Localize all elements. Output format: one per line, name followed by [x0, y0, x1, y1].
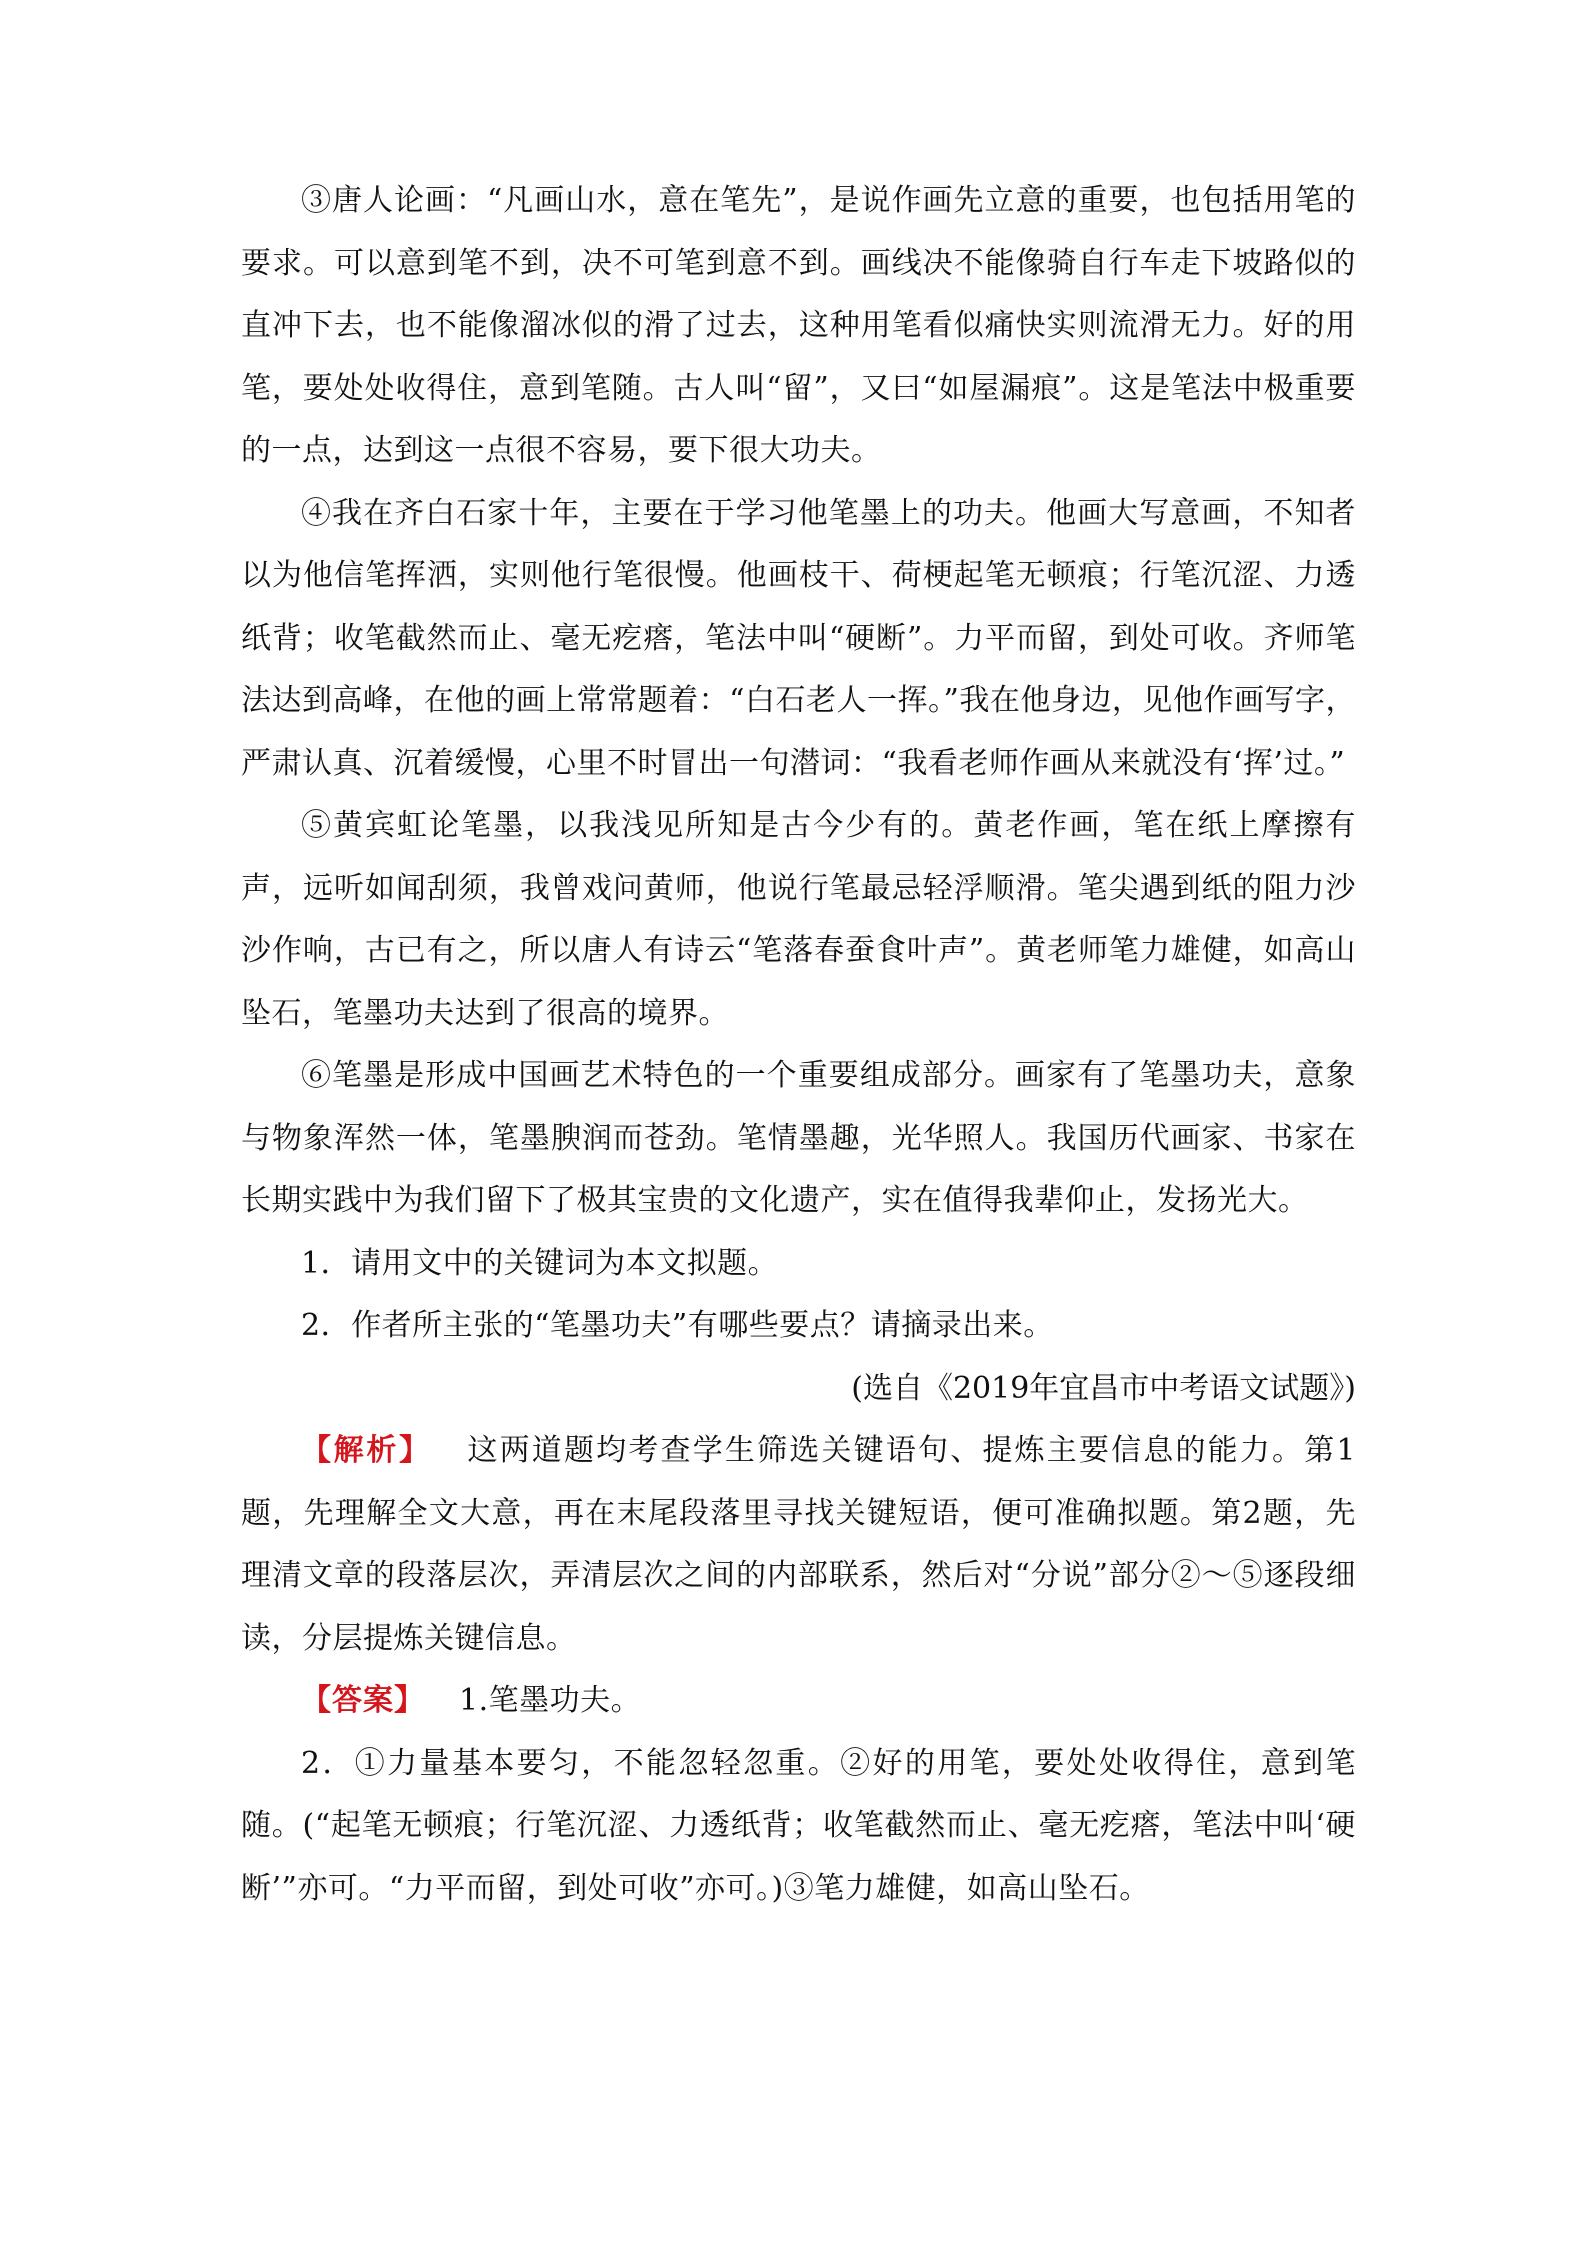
analysis-tag: 【解析】: [301, 1433, 432, 1468]
paragraph-6: ⑥笔墨是形成中国画艺术特色的一个重要组成部分。画家有了笔墨功夫，意象与物象浑然一体，笔墨腴润而苍劲。笔情墨趣，光华照人。我国历代画家、书家在长期实践中为我们留下了极其宝贵的文化遗产，实在值得我辈仰止，发扬光大。: [241, 1058, 1356, 1218]
answer-2: 2．①力量基本要匀，不能忽轻忽重。②好的用笔，要处处收得住，意到笔随。(“起笔无顿痕；行笔沉涩、力透纸背；收笔截然而止、毫无疙瘩，笔法中叫‘硬断’”亦可。“力平而留，到处可收”亦可。)③笔力雄健，如高山坠石。: [241, 1745, 1356, 1906]
analysis-text: 这两道题均考查学生筛选关键语句、提炼主要信息的能力。第1题，先理解全文大意，再在末尾段落里寻找关键短语，便可准确拟题。第2题，先理清文章的段落层次，弄清层次之间的内部联系，然后对“分说”部分②～⑤逐段细读，分层提炼关键信息。: [241, 1433, 1357, 1656]
document-page: [241, 170, 1356, 2120]
answer-paragraph: [241, 1670, 1356, 1733]
analysis-paragraph: [241, 1420, 1356, 1670]
answer-1: 1.笔墨功夫。: [459, 1683, 642, 1718]
question-2: 2．作者所主张的“笔墨功夫”有哪些要点？请摘录出来。: [301, 1308, 1054, 1343]
paragraph-5: ⑤黄宾虹论笔墨，以我浅见所知是古今少有的。黄老作画，笔在纸上摩擦有声，远听如闻刮须，我曾戏问黄师，他说行笔最忌轻浮顺滑。笔尖遇到纸的阻力沙沙作响，古已有之，所以唐人有诗云“笔落春蚕食叶声”。黄老师笔力雄健，如高山坠石，笔墨功夫达到了很高的境界。: [241, 808, 1356, 1031]
question-1: 1．请用文中的关键词为本文拟题。: [301, 1245, 779, 1281]
paragraph-4: ④我在齐白石家十年，主要在于学习他笔墨上的功夫。他画大写意画，不知者以为他信笔挥洒，实则他行笔很慢。他画枝干、荷梗起笔无顿痕；行笔沉涩、力透纸背；收笔截然而止、毫无疙瘩，笔法中叫“硬断”。力平而留，到处可收。齐师笔法达到高峰，在他的画上常常题着：“白石老人一挥。”我在他身边，见他作画写字，严肃认真、沉着缓慢，心里不时冒出一句潜词：“我看老师作画从来就没有‘挥’过。”: [241, 495, 1356, 781]
source-citation: (选自《2019年宜昌市中考语文试题》): [851, 1370, 1356, 1406]
answer-tag: 【答案】: [301, 1683, 425, 1718]
paragraph-3: ③唐人论画：“凡画山水，意在笔先”，是说作画先立意的重要，也包括用笔的要求。可以意到笔不到，决不可笔到意不到。画线决不能像骑自行车走下坡路似的直冲下去，也不能像溜冰似的滑了过去，这种用笔看似痛快实则流滑无力。好的用笔，要处处收得住，意到笔随。古人叫“留”，又曰“如屋漏痕”。这是笔法中极重要的一点，达到这一点很不容易，要下很大功夫。: [241, 183, 1356, 468]
